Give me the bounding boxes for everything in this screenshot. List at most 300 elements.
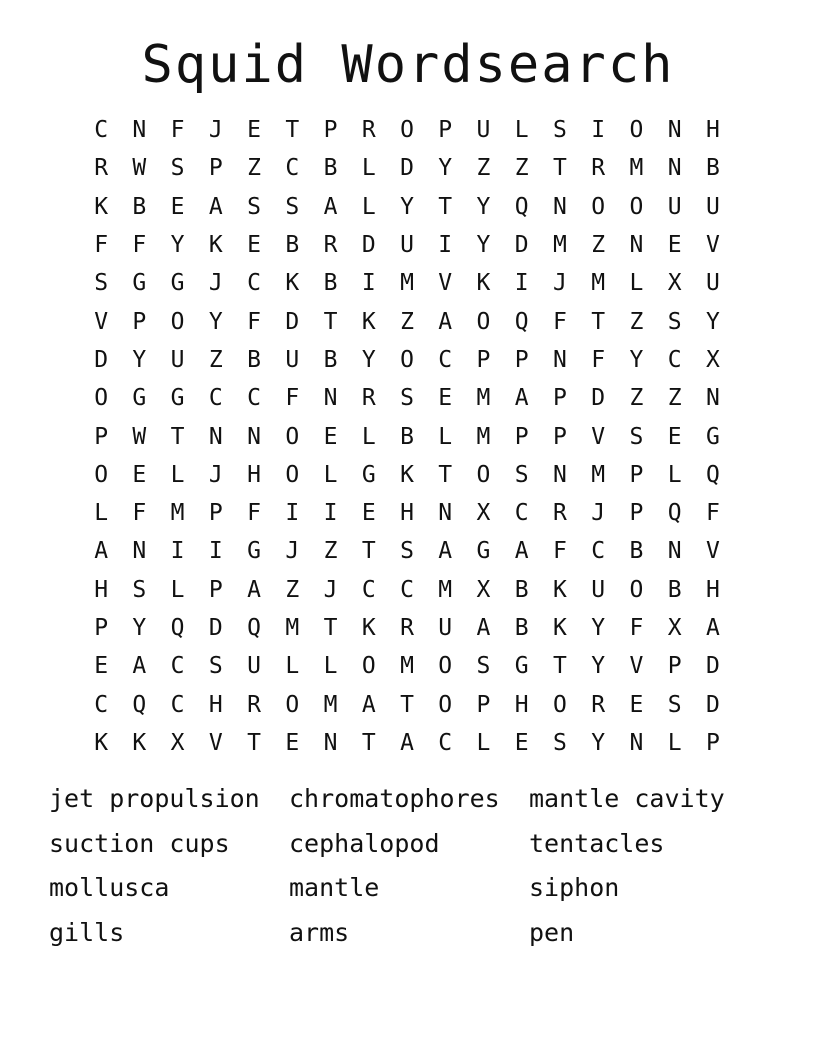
grid-letter: I [323, 500, 338, 527]
grid-letter: J [208, 461, 223, 488]
grid-letter: T [438, 461, 453, 488]
grid-letter: S [170, 155, 185, 182]
grid-letter: A [514, 385, 529, 412]
grid-letter: I [170, 538, 185, 565]
grid-letter: Y [591, 653, 606, 680]
grid-letter: D [208, 615, 223, 641]
grid-letter: O [553, 691, 567, 718]
grid-letter: P [323, 117, 338, 144]
grid-letter: Y [400, 193, 414, 220]
grid-letter: C [94, 691, 109, 718]
grid-letter: H [400, 500, 414, 527]
grid-letter: U [667, 193, 682, 220]
grid-letter: D [285, 308, 300, 335]
grid-letter: T [170, 423, 185, 450]
grid-letter: F [132, 232, 147, 259]
grid-letter: H [705, 576, 720, 603]
grid-letter: O [170, 308, 185, 335]
grid-letter: X [705, 346, 720, 373]
grid-letter: Y [591, 729, 606, 756]
grid-letter: A [438, 538, 453, 565]
grid-letter: L [170, 461, 185, 488]
grid-letter: L [438, 423, 453, 450]
grid-letter: P [208, 155, 223, 182]
grid-letter: Q [514, 193, 529, 220]
grid-row [82, 264, 732, 302]
grid-letter: M [438, 576, 453, 603]
grid-letter: O [94, 385, 109, 412]
grid-letter: D [400, 155, 414, 182]
grid-letter: Y [438, 155, 453, 182]
grid-letter: L [514, 117, 529, 144]
grid-letter: N [208, 423, 223, 450]
grid-letter: Z [323, 538, 338, 565]
grid-letter: E [170, 193, 185, 220]
grid-letter: N [667, 117, 682, 144]
grid-letter: Q [667, 500, 682, 527]
grid-letter: N [705, 385, 720, 412]
grid-letter: N [247, 423, 261, 450]
grid-letter: K [208, 232, 223, 259]
grid-letter: R [591, 691, 606, 718]
grid-letter: C [438, 729, 453, 756]
grid-letter: K [94, 193, 109, 220]
grid-letter: W [132, 423, 147, 450]
grid-letter: P [94, 423, 109, 450]
grid-letter: N [438, 500, 453, 527]
grid-letter: Q [247, 615, 261, 641]
grid-letter: W [132, 155, 147, 182]
grid-letter: E [361, 500, 376, 527]
grid-letter: N [667, 155, 682, 182]
grid-letter: U [170, 346, 185, 373]
grid-letter: B [400, 423, 414, 450]
word-list-item: pen [529, 917, 575, 947]
grid-letter: T [361, 729, 376, 756]
grid-letter: M [591, 270, 606, 297]
grid-row [82, 685, 732, 723]
grid-row [82, 111, 732, 149]
grid-letter: A [247, 576, 261, 603]
word-list-item: mollusca [49, 873, 170, 903]
grid-letter: K [476, 270, 491, 297]
grid-letter: M [553, 232, 567, 259]
grid-letter: S [476, 653, 491, 680]
grid-letter: H [247, 461, 261, 488]
grid-letter: Z [400, 308, 414, 335]
word-list-item: suction cups [49, 828, 230, 858]
grid-letter: A [323, 193, 338, 220]
grid-letter: T [591, 308, 606, 335]
grid-letter: L [170, 576, 185, 603]
grid-letter: L [476, 729, 491, 756]
grid-letter: F [132, 500, 147, 527]
grid-letter: Y [132, 346, 147, 373]
grid-letter: L [94, 500, 109, 527]
grid-letter: L [361, 423, 376, 450]
grid-letter: N [132, 538, 147, 565]
grid-row [82, 456, 732, 494]
grid-letter: B [514, 615, 529, 641]
grid-letter: P [476, 691, 491, 718]
grid-letter: C [400, 576, 414, 603]
grid-row [82, 494, 732, 532]
grid-letter: T [400, 691, 414, 718]
grid-letter: A [400, 729, 414, 756]
grid-letter: S [514, 461, 529, 488]
grid-letter: U [705, 270, 720, 297]
grid-letter: P [553, 385, 567, 412]
word-list-item: chromatophores [289, 784, 500, 814]
grid-letter: M [323, 691, 338, 718]
grid-letter: B [323, 346, 338, 373]
word-list [49, 777, 769, 955]
grid-letter: H [208, 691, 223, 718]
grid-letter: F [629, 615, 644, 641]
grid-letter: D [705, 691, 720, 718]
grid-letter: V [705, 232, 720, 259]
grid-letter: S [94, 270, 109, 297]
grid-letter: L [667, 729, 682, 756]
grid-letter: J [285, 538, 300, 565]
grid-letter: A [132, 653, 147, 680]
grid-letter: M [170, 500, 185, 527]
grid-letter: N [553, 193, 567, 220]
word-list-item: jet propulsion [49, 784, 260, 814]
grid-letter: E [514, 729, 529, 756]
word-list-item: siphon [529, 873, 620, 903]
grid-letter: L [361, 155, 376, 182]
grid-letter: E [667, 232, 682, 259]
grid-letter: G [132, 270, 147, 297]
grid-letter: T [285, 117, 300, 144]
grid-letter: B [132, 193, 147, 220]
grid-letter: O [400, 117, 414, 144]
grid-letter: P [667, 653, 682, 680]
grid-letter: S [629, 423, 644, 450]
grid-letter: K [553, 576, 567, 603]
grid-letter: G [170, 270, 185, 297]
grid-letter: R [591, 155, 606, 182]
grid-letter: L [285, 653, 300, 680]
grid-letter: G [705, 423, 720, 450]
grid-letter: X [476, 500, 491, 527]
grid-letter: M [400, 270, 414, 297]
grid-letter: P [514, 346, 529, 373]
grid-letter: P [705, 729, 720, 756]
grid-letter: B [514, 576, 529, 603]
grid-letter: N [629, 729, 644, 756]
grid-row [82, 379, 732, 417]
grid-letter: L [629, 270, 644, 297]
word-list-row [49, 777, 769, 822]
grid-letter: O [438, 653, 453, 680]
grid-letter: C [94, 117, 109, 144]
grid-letter: M [591, 461, 606, 488]
grid-letter: M [629, 155, 644, 182]
grid-letter: B [667, 576, 682, 603]
grid-letter: Z [208, 346, 223, 373]
word-list-item: gills [49, 917, 125, 947]
grid-letter: A [514, 538, 529, 565]
grid-row [82, 302, 732, 340]
grid-letter: B [285, 232, 300, 259]
grid-letter: A [705, 615, 720, 641]
grid-letter: K [400, 461, 414, 488]
grid-letter: D [591, 385, 606, 412]
grid-letter: C [285, 155, 300, 182]
grid-letter: C [170, 653, 185, 680]
grid-letter: O [591, 193, 606, 220]
grid-letter: X [667, 615, 682, 641]
grid-letter: P [208, 500, 223, 527]
grid-letter: V [629, 653, 644, 680]
grid-letter: J [208, 270, 223, 297]
grid-letter: R [361, 385, 376, 412]
grid-letter: Q [514, 308, 529, 335]
grid-letter: V [591, 423, 606, 450]
grid-letter: O [400, 346, 414, 373]
grid-letter: C [667, 346, 682, 373]
grid-letter: F [591, 346, 606, 373]
grid-letter: O [476, 308, 491, 335]
grid-letter: P [208, 576, 223, 603]
grid-letter: G [132, 385, 147, 412]
grid-letter: I [514, 270, 529, 297]
word-list-item: mantle [289, 873, 380, 903]
grid-letter: G [361, 461, 376, 488]
grid-letter: S [667, 691, 682, 718]
grid-row [82, 188, 732, 226]
grid-letter: J [553, 270, 567, 297]
grid-letter: T [323, 615, 338, 641]
grid-row [82, 532, 732, 570]
grid-letter: Q [705, 461, 720, 488]
grid-letter: D [361, 232, 376, 259]
grid-letter: C [361, 576, 376, 603]
grid-letter: Z [476, 155, 491, 182]
grid-letter: M [476, 385, 491, 412]
grid-letter: H [514, 691, 529, 718]
grid-letter: Y [170, 232, 185, 259]
letter-grid [82, 111, 732, 762]
grid-letter: K [553, 615, 567, 641]
grid-letter: U [705, 193, 720, 220]
grid-letter: I [438, 232, 453, 259]
word-list-item: mantle cavity [529, 784, 725, 814]
grid-letter: H [94, 576, 109, 603]
grid-letter: A [94, 538, 109, 565]
grid-row [82, 417, 732, 455]
grid-letter: G [247, 538, 261, 565]
grid-letter: F [285, 385, 300, 412]
word-list-row [49, 911, 769, 956]
grid-letter: Y [208, 308, 223, 335]
grid-letter: P [476, 346, 491, 373]
grid-letter: N [553, 346, 567, 373]
grid-letter: L [361, 193, 376, 220]
grid-letter: V [705, 538, 720, 565]
grid-letter: T [361, 538, 376, 565]
grid-letter: U [400, 232, 414, 259]
grid-letter: P [553, 423, 567, 450]
grid-row [82, 149, 732, 187]
grid-letter: G [514, 653, 529, 680]
grid-letter: E [629, 691, 644, 718]
grid-letter: K [132, 729, 147, 756]
grid-letter: P [514, 423, 529, 450]
grid-letter: E [323, 423, 338, 450]
grid-letter: E [667, 423, 682, 450]
grid-letter: Z [285, 576, 300, 603]
grid-letter: Z [629, 308, 644, 335]
grid-letter: E [132, 461, 147, 488]
grid-letter: K [361, 615, 376, 641]
grid-letter: M [400, 653, 414, 680]
grid-letter: I [591, 117, 606, 144]
grid-letter: S [667, 308, 682, 335]
grid-letter: Z [629, 385, 644, 412]
grid-letter: E [94, 653, 109, 680]
grid-letter: J [323, 576, 338, 603]
grid-letter: D [514, 232, 529, 259]
grid-letter: X [667, 270, 682, 297]
grid-letter: P [629, 461, 644, 488]
grid-letter: U [476, 117, 491, 144]
grid-letter: E [247, 232, 261, 259]
grid-letter: X [170, 729, 185, 756]
grid-letter: Z [514, 155, 529, 182]
grid-letter: O [629, 576, 644, 603]
grid-letter: T [323, 308, 338, 335]
grid-letter: B [247, 346, 261, 373]
grid-letter: N [667, 538, 682, 565]
grid-letter: R [400, 615, 414, 641]
grid-letter: B [323, 270, 338, 297]
grid-letter: C [247, 270, 261, 297]
grid-letter: T [247, 729, 261, 756]
grid-letter: Z [667, 385, 682, 412]
grid-letter: Y [132, 615, 147, 641]
grid-letter: N [323, 385, 338, 412]
grid-letter: P [132, 308, 147, 335]
grid-letter: K [285, 270, 300, 297]
grid-letter: I [208, 538, 223, 565]
grid-letter: L [667, 461, 682, 488]
grid-letter: Y [705, 308, 720, 335]
grid-letter: R [361, 117, 376, 144]
grid-letter: U [247, 653, 261, 680]
grid-letter: F [170, 117, 185, 144]
grid-row [82, 226, 732, 264]
grid-letter: N [132, 117, 147, 144]
grid-letter: I [361, 270, 376, 297]
grid-letter: A [208, 193, 223, 220]
grid-letter: U [591, 576, 606, 603]
grid-letter: Q [170, 615, 185, 641]
grid-letter: F [553, 308, 567, 335]
grid-row [82, 724, 732, 762]
grid-letter: S [132, 576, 147, 603]
grid-letter: R [323, 232, 338, 259]
grid-row [82, 647, 732, 685]
grid-letter: J [591, 500, 606, 527]
grid-letter: C [208, 385, 223, 412]
word-list-row [49, 866, 769, 911]
grid-letter: S [247, 193, 261, 220]
grid-letter: N [553, 461, 567, 488]
grid-letter: S [285, 193, 300, 220]
grid-letter: R [247, 691, 261, 718]
grid-letter: C [247, 385, 261, 412]
grid-letter: Y [361, 346, 376, 373]
grid-letter: T [553, 653, 567, 680]
grid-letter: S [400, 538, 414, 565]
grid-letter: S [553, 117, 567, 144]
grid-row [82, 609, 732, 647]
grid-letter: P [438, 117, 453, 144]
grid-letter: U [285, 346, 300, 373]
grid-letter: V [438, 270, 453, 297]
grid-letter: I [285, 500, 300, 527]
grid-letter: M [285, 615, 300, 641]
grid-letter: Z [591, 232, 606, 259]
grid-letter: N [323, 729, 338, 756]
grid-letter: J [208, 117, 223, 144]
grid-letter: A [438, 308, 453, 335]
grid-letter: C [514, 500, 529, 527]
grid-letter: O [438, 691, 453, 718]
grid-letter: D [94, 346, 109, 373]
grid-letter: B [629, 538, 644, 565]
grid-letter: Z [247, 155, 261, 182]
grid-letter: B [705, 155, 720, 182]
grid-row [82, 341, 732, 379]
grid-letter: H [705, 117, 720, 144]
grid-letter: F [705, 500, 720, 527]
grid-letter: C [591, 538, 606, 565]
grid-letter: O [629, 117, 644, 144]
grid-letter: K [94, 729, 109, 756]
grid-letter: E [285, 729, 300, 756]
grid-letter: F [247, 500, 261, 527]
grid-letter: C [438, 346, 453, 373]
grid-letter: N [629, 232, 644, 259]
word-list-row [49, 822, 769, 867]
page-title: Squid Wordsearch [141, 35, 675, 95]
word-list-item: tentacles [529, 828, 665, 858]
grid-row [82, 571, 732, 609]
grid-letter: Y [591, 615, 606, 641]
grid-letter: P [94, 615, 109, 641]
grid-letter: Q [132, 691, 147, 718]
grid-letter: K [361, 308, 376, 335]
grid-letter: O [285, 691, 300, 718]
grid-letter: X [476, 576, 491, 603]
grid-letter: G [476, 538, 491, 565]
grid-letter: O [361, 653, 376, 680]
grid-letter: R [553, 500, 567, 527]
grid-letter: B [323, 155, 338, 182]
word-list-item: arms [289, 917, 350, 947]
grid-letter: U [438, 615, 453, 641]
grid-letter: S [553, 729, 567, 756]
grid-letter: L [323, 461, 338, 488]
grid-letter: M [476, 423, 491, 450]
grid-letter: V [94, 308, 109, 335]
grid-letter: D [705, 653, 720, 680]
grid-letter: O [285, 423, 300, 450]
